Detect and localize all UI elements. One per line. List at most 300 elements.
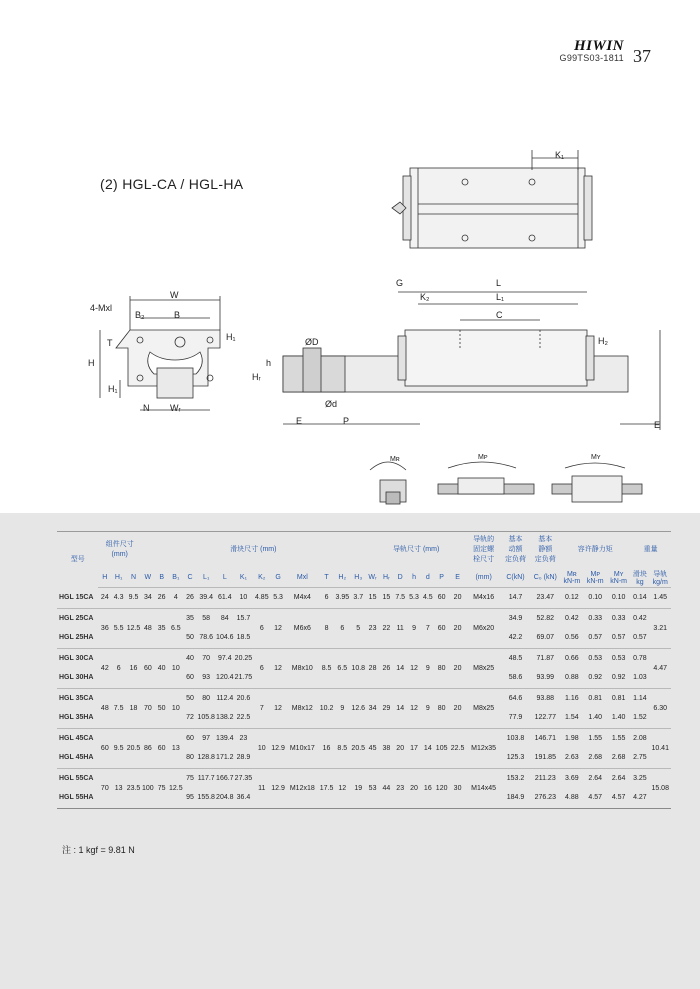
cell-L: 120.4 — [216, 668, 235, 688]
spec-table — [57, 531, 671, 809]
label-h1: H₁ — [108, 384, 118, 394]
cell-MR: 0.66 — [565, 654, 579, 662]
model-name: HGL 45HA — [57, 748, 98, 768]
cell-kg: 1.03 — [630, 668, 649, 688]
cell-P: 60 — [435, 588, 449, 609]
cell-H1: 5.5 — [111, 608, 126, 648]
model-name: HGL 55HA — [57, 788, 98, 808]
label-mr: Mʀ — [390, 456, 400, 463]
weight-label: 导轨 — [653, 571, 668, 578]
subheader-block: H₂ — [334, 568, 351, 588]
subheader-block: G — [271, 568, 285, 588]
cell-L1: 155.8 — [197, 788, 216, 808]
cell-kg: 1.14 — [633, 694, 647, 702]
cell-kg: 0.57 — [630, 628, 649, 648]
cell-L: 204.8 — [216, 788, 235, 808]
cell-d: 14 — [421, 728, 435, 768]
cell-MR: 2.63 — [560, 748, 583, 768]
header-assembly: 组件尺寸 (mm) — [98, 532, 141, 569]
cell-K2: 7 — [253, 688, 271, 728]
cell-E: 30 — [449, 768, 467, 808]
cell-kg: 0.14 — [630, 588, 649, 609]
subheader-block: B — [155, 568, 169, 588]
cell-MY: 1.40 — [607, 708, 630, 728]
cell-kg: 0.42 — [633, 614, 647, 622]
cell-H3: 19 — [351, 768, 366, 808]
subheader-weight — [630, 568, 649, 588]
cell-HR: 15 — [379, 588, 393, 609]
table-row — [57, 688, 671, 708]
cell-H1: 4.3 — [111, 588, 126, 609]
subheader-block: L₁ — [197, 568, 216, 588]
label-t: T — [107, 338, 113, 348]
cell-K1: 20.6 — [236, 694, 251, 702]
moment-icons — [370, 462, 642, 504]
cell-bolt: M6x20 — [467, 608, 501, 648]
cell-MY: 0.53 — [611, 654, 626, 662]
cell-C: 125.3 — [501, 748, 531, 768]
label-hr: Hᵣ — [252, 372, 261, 382]
label-phi-d: Ød — [325, 399, 338, 409]
cell-L1: 93 — [197, 668, 216, 688]
model-name: HGL 35HA — [57, 708, 98, 728]
label-h2: H₂ — [598, 336, 608, 346]
cell-N: 12.5 — [126, 608, 141, 648]
header-model: 型号 — [57, 532, 98, 588]
cell-H: 70 — [98, 768, 111, 808]
cell-Mxl: M10x17 — [285, 728, 319, 768]
moment-unit: kN-m — [586, 577, 604, 585]
label-n: N — [143, 403, 150, 413]
cell-kg: 2.08 — [633, 734, 647, 742]
cell-L: 61.4 — [216, 588, 235, 609]
cell-MP: 4.57 — [584, 788, 607, 808]
cell-H1: 9.5 — [111, 728, 126, 768]
cell-MY: 0.92 — [607, 668, 630, 688]
cell-W: 60 — [141, 648, 155, 688]
cell-C: 34.9 — [508, 614, 523, 622]
cell-MY: 0.81 — [611, 694, 626, 702]
cell-MP: 0.57 — [584, 628, 607, 648]
header-static-load: 基本 静额 定负荷 — [530, 532, 560, 569]
cell-L: 171.2 — [216, 748, 235, 768]
cell-L: 166.7 — [216, 774, 234, 782]
cell-K1: 36.4 — [234, 788, 253, 808]
cell-C0: 191.85 — [530, 748, 560, 768]
cell-W: 100 — [141, 768, 155, 808]
cell-L1: 105.8 — [197, 708, 216, 728]
subheader-rail: Hᵣ — [379, 568, 393, 588]
cell-E: 22.5 — [449, 728, 467, 768]
table-row — [57, 588, 671, 609]
cell-Mxl: M8x10 — [285, 648, 319, 688]
cell-kg: 3.25 — [633, 774, 647, 782]
cell-C: 58.6 — [501, 668, 531, 688]
subheader-weight — [649, 568, 671, 588]
cell-P: 105 — [435, 728, 449, 768]
cell-MY: 0.33 — [611, 614, 626, 622]
cell-T: 17.5 — [319, 768, 333, 808]
weight-unit: kg/m — [652, 579, 668, 586]
cell-H: 42 — [98, 648, 111, 688]
front-view — [100, 296, 220, 410]
cell-E: 20 — [449, 588, 467, 609]
cell-MR: 0.88 — [560, 668, 583, 688]
cell-B: 35 — [155, 608, 169, 648]
table-row — [57, 648, 671, 668]
cell-W: 70 — [141, 688, 155, 728]
label-l: L — [496, 278, 502, 288]
cell-d: 9 — [421, 688, 435, 728]
cell-C0: 93.99 — [530, 668, 560, 688]
cell-K1: 21.75 — [234, 668, 253, 688]
cell-C0: 52.82 — [536, 614, 555, 622]
cell-h: 12 — [407, 648, 421, 688]
cell-B: 26 — [155, 588, 169, 609]
cell-C: 50 — [186, 694, 194, 702]
cell-C: 103.8 — [506, 734, 525, 742]
cell-K2: 10 — [253, 728, 271, 768]
label-c: C — [496, 310, 503, 320]
cell-K1: 23 — [239, 734, 248, 742]
cell-Mxl: M12x18 — [285, 768, 319, 808]
cell-MR: 0.12 — [560, 588, 583, 609]
cell-K1: 27.35 — [234, 774, 253, 782]
cell-L1: 97 — [202, 734, 211, 742]
cell-MP: 0.10 — [584, 588, 607, 609]
cell-C: 64.6 — [508, 694, 523, 702]
cell-N: 18 — [126, 688, 141, 728]
cell-N: 16 — [126, 648, 141, 688]
cell-MR: 1.98 — [565, 734, 579, 742]
header-block: 滑块尺寸 (mm) — [141, 532, 366, 569]
subheader-block: H₃ — [351, 568, 366, 588]
cell-L1: 128.8 — [197, 748, 216, 768]
cell-C: 153.2 — [506, 774, 525, 782]
label-mxl: 4-Mxl — [90, 303, 112, 313]
cell-H3: 20.5 — [351, 728, 366, 768]
cell-rail-kgm: 10.41 — [649, 728, 671, 768]
cell-H2: 6 — [334, 608, 351, 648]
cell-B: 60 — [155, 728, 169, 768]
cell-Mxl: M6x6 — [285, 608, 319, 648]
subheader-stat: C₀ (kN) — [530, 568, 560, 588]
subheader-rail: D — [393, 568, 407, 588]
cell-MP: 2.68 — [584, 748, 607, 768]
cell-MR: 1.54 — [560, 708, 583, 728]
model-name: HGL 25CA — [59, 614, 94, 622]
cell-K1: 15.7 — [236, 614, 251, 622]
cell-B: 50 — [155, 688, 169, 728]
cell-HR: 26 — [379, 648, 393, 688]
cell-L1: 117.7 — [197, 774, 215, 782]
cell-d: 4.5 — [421, 588, 435, 609]
subheader-assembly: H — [98, 568, 111, 588]
cell-L1: 80 — [202, 694, 211, 702]
cell-d: 9 — [421, 648, 435, 688]
cell-kg: 4.27 — [630, 788, 649, 808]
cell-G: 12 — [271, 688, 285, 728]
cell-HR: 29 — [379, 688, 393, 728]
cell-Mxl: M4x4 — [285, 588, 319, 609]
section-title: (2) HGL-CA / HGL-HA — [100, 176, 244, 192]
cell-MY: 2.68 — [607, 748, 630, 768]
cell-B: 75 — [155, 768, 169, 808]
label-e2: E — [654, 420, 661, 430]
subheader-block: W — [141, 568, 155, 588]
cell-H: 48 — [98, 688, 111, 728]
cell-K1: 18.5 — [234, 628, 253, 648]
subheader-block: T — [319, 568, 333, 588]
cell-L: 139.4 — [216, 734, 234, 742]
cell-K2: 4.85 — [253, 588, 271, 609]
cell-WR: 34 — [366, 688, 380, 728]
label-hs: h — [266, 358, 272, 368]
cell-C: 14.7 — [501, 588, 531, 609]
label-k2: K₂ — [420, 292, 430, 302]
cell-C: 48.5 — [508, 654, 523, 662]
model-name: HGL 45CA — [59, 734, 94, 742]
cell-C0: 71.87 — [536, 654, 555, 662]
cell-N: 9.5 — [126, 588, 141, 609]
label-b: B — [174, 310, 181, 320]
model-name: HGL 15CA — [57, 588, 98, 609]
cell-N: 23.5 — [126, 768, 141, 808]
moment-unit: kN-m — [563, 577, 581, 585]
cell-P: 80 — [435, 648, 449, 688]
cell-C: 50 — [183, 628, 197, 648]
label-k1: K₁ — [555, 150, 565, 160]
cell-P: 80 — [435, 688, 449, 728]
cell-Mxl: M8x12 — [285, 688, 319, 728]
cell-WR: 28 — [366, 648, 380, 688]
label-wr: Wᵣ — [170, 403, 181, 413]
weight-label: 滑块 — [632, 571, 647, 578]
subheader-assembly: N — [126, 568, 141, 588]
subheader-rail: P — [435, 568, 449, 588]
cell-C: 35 — [186, 614, 194, 622]
cell-P: 60 — [435, 608, 449, 648]
subheader-moment — [584, 568, 607, 588]
cell-kg: 1.52 — [630, 708, 649, 728]
cell-bolt: M4x16 — [467, 588, 501, 609]
subheader-moment — [607, 568, 630, 588]
subheader-block: C — [183, 568, 197, 588]
label-g: G — [396, 278, 404, 288]
cell-W: 34 — [141, 588, 155, 609]
cell-L: 84 — [220, 614, 229, 622]
model-name: HGL 35CA — [59, 694, 94, 702]
cell-H: 24 — [98, 588, 111, 609]
cell-L1: 78.6 — [197, 628, 216, 648]
cell-h: 5.3 — [407, 588, 421, 609]
cell-h: 12 — [407, 688, 421, 728]
cell-C0: 276.23 — [530, 788, 560, 808]
cell-L: 138.2 — [216, 708, 235, 728]
cell-H3: 3.7 — [351, 588, 366, 609]
cell-d: 7 — [421, 608, 435, 648]
cell-N: 20.5 — [126, 728, 141, 768]
subheader-rail: d — [421, 568, 435, 588]
cell-C: 77.9 — [501, 708, 531, 728]
cell-C0: 93.88 — [536, 694, 555, 702]
header-weight: 重量 — [630, 532, 671, 569]
cell-HR: 22 — [379, 608, 393, 648]
cell-rail-kgm: 15.08 — [649, 768, 671, 808]
cell-H3: 5 — [351, 608, 366, 648]
cell-MR: 4.88 — [560, 788, 583, 808]
cell-C: 75 — [186, 774, 194, 782]
cell-L1: 58 — [202, 614, 211, 622]
cell-d: 16 — [421, 768, 435, 808]
cell-B1: 12.5 — [169, 768, 183, 808]
subheader-rail: Wᵣ — [366, 568, 380, 588]
subheader-block: L — [216, 568, 235, 588]
unit-note: 注 : 1 kgf = 9.81 N — [62, 845, 135, 855]
subheader-assembly: H₁ — [111, 568, 126, 588]
cell-E: 20 — [449, 688, 467, 728]
subheader-bolt: (mm) — [467, 568, 501, 588]
cell-C0: 146.71 — [534, 734, 556, 742]
cell-G: 12.9 — [271, 728, 285, 768]
cell-K2: 6 — [253, 648, 271, 688]
catalog-code: G99TS03-1811 — [559, 53, 624, 63]
cell-G: 12 — [271, 608, 285, 648]
cell-H2: 8.5 — [334, 728, 351, 768]
side-view — [283, 292, 660, 430]
model-name: HGL 30CA — [59, 654, 94, 662]
cell-WR: 53 — [366, 768, 380, 808]
cell-B1: 10 — [169, 688, 183, 728]
cell-H2: 9 — [334, 688, 351, 728]
cell-HR: 44 — [379, 768, 393, 808]
subheader-moment — [560, 568, 583, 588]
cell-H1: 7.5 — [111, 688, 126, 728]
cell-bolt: M8x25 — [467, 648, 501, 688]
cell-h: 20 — [407, 768, 421, 808]
table-row — [57, 608, 671, 628]
cell-K2: 6 — [253, 608, 271, 648]
cell-D: 20 — [393, 728, 407, 768]
cell-MY: 1.55 — [611, 734, 626, 742]
header-dynamic-load: 基本 动额 定负荷 — [501, 532, 531, 569]
subheader-block: B₁ — [169, 568, 183, 588]
subheader-block: Mxl — [285, 568, 319, 588]
cell-C0: 122.77 — [530, 708, 560, 728]
cell-H3: 10.8 — [351, 648, 366, 688]
header-bolt: 导轨的 固定螺 栓尺寸 — [467, 532, 501, 569]
cell-C0: 69.07 — [530, 628, 560, 648]
cell-MP: 1.55 — [588, 734, 603, 742]
cell-H: 36 — [98, 608, 111, 648]
header-moment: 容许静力矩 — [560, 532, 630, 569]
cell-MY: 4.57 — [607, 788, 630, 808]
cell-T: 16 — [319, 728, 333, 768]
cell-C: 80 — [183, 748, 197, 768]
cell-C: 42.2 — [501, 628, 531, 648]
cell-C: 60 — [186, 734, 194, 742]
label-w: W — [170, 290, 179, 300]
cell-C0: 23.47 — [530, 588, 560, 609]
cell-rail-kgm: 6.30 — [649, 688, 671, 728]
cell-L1: 39.4 — [197, 588, 216, 609]
moment-symbol: Mʀ — [567, 570, 577, 578]
cell-D: 14 — [393, 688, 407, 728]
cell-E: 20 — [449, 608, 467, 648]
cell-B1: 4 — [169, 588, 183, 609]
cell-G: 5.3 — [271, 588, 285, 609]
cell-H: 60 — [98, 728, 111, 768]
cell-rail-kgm: 3.21 — [649, 608, 671, 648]
cell-kg: 0.78 — [633, 654, 647, 662]
cell-D: 14 — [393, 648, 407, 688]
cell-L: 97.4 — [218, 654, 232, 662]
table-row — [57, 768, 671, 788]
cell-K1: 28.9 — [234, 748, 253, 768]
cell-bolt: M8x25 — [467, 688, 501, 728]
cell-H2: 6.5 — [334, 648, 351, 688]
label-e: E — [296, 416, 303, 426]
model-name: HGL 30HA — [57, 668, 98, 688]
cell-T: 8 — [319, 608, 333, 648]
cell-G: 12.9 — [271, 768, 285, 808]
cell-W: 86 — [141, 728, 155, 768]
cell-MR: 0.56 — [560, 628, 583, 648]
cell-MY: 0.10 — [607, 588, 630, 609]
cell-B: 40 — [155, 648, 169, 688]
cell-WR: 15 — [366, 588, 380, 609]
cell-K2: 11 — [253, 768, 271, 808]
moment-symbol: Mʏ — [613, 570, 624, 578]
cell-D: 11 — [393, 608, 407, 648]
cell-H1: 6 — [111, 648, 126, 688]
cell-L: 104.6 — [216, 628, 235, 648]
cell-bolt: M12x35 — [467, 728, 501, 768]
moment-symbol: Mᴘ — [590, 570, 600, 578]
cell-H2: 12 — [334, 768, 351, 808]
label-h: H — [88, 358, 95, 368]
cell-bolt: M14x45 — [467, 768, 501, 808]
subheader-dyn: C(kN) — [501, 568, 531, 588]
cell-B1: 13 — [169, 728, 183, 768]
moment-unit: kN-m — [610, 577, 627, 585]
cell-T: 6 — [319, 588, 333, 609]
top-view — [392, 150, 592, 248]
cell-MY: 0.57 — [607, 628, 630, 648]
cell-H3: 12.6 — [351, 688, 366, 728]
label-l1: L₁ — [496, 292, 505, 302]
cell-rail-kgm: 1.45 — [649, 588, 671, 609]
weight-unit: kg — [636, 579, 644, 586]
cell-rail-kgm: 4.47 — [649, 648, 671, 688]
cell-MY: 2.64 — [611, 774, 626, 782]
subheader-block: K₂ — [253, 568, 271, 588]
cell-MP: 0.92 — [584, 668, 607, 688]
cell-HR: 38 — [379, 728, 393, 768]
cell-MR: 1.16 — [565, 694, 579, 702]
cell-h: 9 — [407, 608, 421, 648]
label-p: P — [343, 416, 350, 426]
label-h1r: H₁ — [226, 332, 236, 342]
cell-C: 184.9 — [501, 788, 531, 808]
cell-C: 60 — [183, 668, 197, 688]
table-row — [57, 728, 671, 748]
cell-C: 72 — [183, 708, 197, 728]
cell-C0: 211.23 — [534, 774, 556, 782]
cell-B1: 10 — [169, 648, 183, 688]
cell-E: 20 — [449, 648, 467, 688]
page-number: 37 — [633, 46, 651, 66]
